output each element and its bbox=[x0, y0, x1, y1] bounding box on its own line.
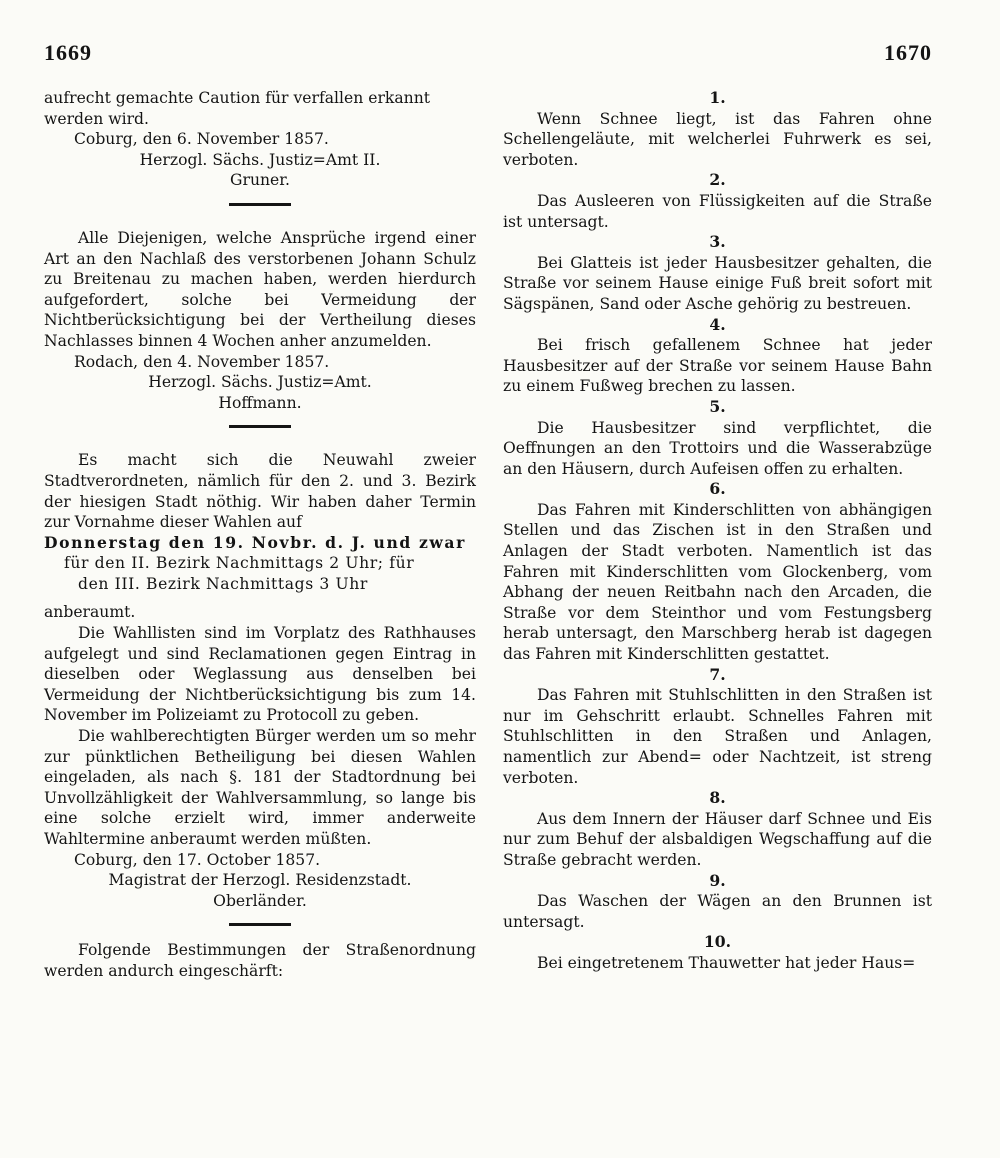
rule-text: Bei frisch gefallenem Schnee hat jeder Hausbesitzer auf der Straße vor seinem Hause Bahn zu einem Fußweg brechen zu lassen. bbox=[503, 336, 932, 396]
rule-number: 1. bbox=[709, 88, 726, 107]
left-column bbox=[44, 88, 476, 982]
section-divider bbox=[229, 425, 291, 428]
rule-number: 6. bbox=[709, 479, 726, 499]
rule-text: Bei eingetretenem Thauwetter hat jeder Haus= bbox=[537, 953, 916, 972]
rule-text: Das Fahren mit Stuhlschlitten in den Straßen ist nur im Gehschritt erlaubt. Schnelles Fahren mit Stuhlschlitten in den Straßen und Anlagen, namentlich zur Abend= oder Nachtzeit, ist streng verboten. bbox=[503, 686, 932, 787]
rule-text: Bei Glatteis ist jeder Hausbesitzer gehalten, die Straße vor seinem Hause einige Fuß breit sofort mit Sägspänen, Sand oder Asche gehörig zu bestreuen. bbox=[503, 253, 932, 313]
rule-number: 10. bbox=[703, 932, 732, 952]
page-number-right: 1670 bbox=[884, 40, 932, 65]
notice2-office: Herzogl. Sächs. Justiz=Amt. bbox=[148, 373, 372, 392]
rule-text: Aus dem Innern der Häuser darf Schnee und Eis nur zum Behuf der alsbaldigen Wegschaffung auf die Straße gebracht werden. bbox=[503, 809, 932, 869]
rule-text: Das Fahren mit Kinderschlitten von abhängigen Stellen und das Zischen ist in den Straßen und Anlagen der Stadt verboten. Namentlich ist das Fahren mit Kinderschlitten vom Glockenberg, vom Abhang der neuen Reitbahn nach den Arcaden, die Straße vor dem Steinthor und vom Festungsberg herab untersagt, den Marschberg herab ist dagegen das Fahren mit Kinderschlitten gestattet. bbox=[503, 500, 932, 664]
rule-number: 7. bbox=[709, 664, 726, 684]
notice2-text: Alle Diejenigen, welche Ansprüche irgend einer Art an den Nachlaß des verstorbenen Johann Schulz zu Breitenau zu machen haben, werden hierdurch aufgefordert, solche bei Vermeidung der Nichtberücksichtigung bei der Vertheilung dieses Nachlasses binnen 4 Wochen anher anzumelden. bbox=[44, 228, 476, 350]
notice3-intro: Es macht sich die Neuwahl zweier Stadtverordneten, nämlich für den 2. und 3. Bezirk der hiesigen Stadt nöthig. Wir haben daher Termin zur Vornahme dieser Wahlen auf bbox=[44, 451, 476, 532]
section-divider bbox=[229, 203, 291, 206]
rule-text: Das Ausleeren von Flüssigkeiten auf die Straße ist untersagt. bbox=[503, 191, 932, 231]
rule-number: 4. bbox=[709, 314, 726, 334]
rule-text: Die Hausbesitzer sind verpflichtet, die Oeffnungen an den Trottoirs und die Wasserabzüge an den Häusern, durch Aufeisen offen zu erhalten. bbox=[503, 418, 932, 478]
notice1-text: aufrecht gemachte Caution für verfallen erkannt werden wird. bbox=[44, 89, 430, 128]
notice2-date: Rodach, den 4. November 1857. bbox=[74, 352, 330, 371]
notice1-office: Herzogl. Sächs. Justiz=Amt II. bbox=[139, 150, 381, 169]
right-column bbox=[503, 88, 932, 974]
notice1-date: Coburg, den 6. November 1857. bbox=[74, 130, 329, 149]
notice1-signer: Gruner. bbox=[230, 171, 290, 190]
notice3-anberaumt: anberaumt. bbox=[44, 603, 136, 622]
page-number-left: 1669 bbox=[44, 40, 92, 65]
notice3-signer: Oberländer. bbox=[213, 891, 307, 910]
rule-number: 2. bbox=[709, 170, 726, 190]
rule-number: 5. bbox=[709, 396, 726, 416]
notice3-office: Magistrat der Herzogl. Residenzstadt. bbox=[108, 871, 412, 890]
rule-number: 9. bbox=[709, 870, 726, 890]
notice3-schedule-line1: Donnerstag den 19. Novbr. d. J. und zwar bbox=[44, 532, 466, 552]
rule-text: Das Waschen der Wägen an den Brunnen ist untersagt. bbox=[503, 892, 932, 931]
section-divider bbox=[229, 923, 291, 926]
notice3-paragraph2: Die wahlberechtigten Bürger werden um so mehr zur pünktlichen Betheiligung bei diesen Wahlen eingeladen, als nach §. 181 der Stadtordnung bei Unvollzähligkeit der Wahlversammlung, so lange bis eine solche erzielt wird, immer anderweite Wahltermine anberaumt werden müßten. bbox=[44, 727, 476, 848]
rule-number: 8. bbox=[709, 788, 726, 808]
notice3-date: Coburg, den 17. October 1857. bbox=[74, 850, 321, 869]
notice3-schedule-line2: für den II. Bezirk Nachmittags 2 Uhr; für bbox=[64, 554, 415, 573]
rule-number: 3. bbox=[709, 232, 726, 252]
rule-text: Wenn Schnee liegt, ist das Fahren ohne Schellengeläute, mit welcherlei Fuhrwerk es sei, verboten. bbox=[503, 109, 932, 169]
notice2-signer: Hoffmann. bbox=[218, 393, 302, 412]
notice4-intro: Folgende Bestimmungen der Straßenordnung werden andurch eingeschärft: bbox=[44, 941, 476, 980]
notice3-paragraph1: Die Wahllisten sind im Vorplatz des Rathhauses aufgelegt und sind Reclamationen gegen Eintrag in dieselben oder Weglassung aus denselben bei Vermeidung der Nichtberücksichtigung bis zum 14. November im Polizeiamt zu Protocoll zu geben. bbox=[44, 624, 476, 725]
notice3-schedule-line3: den III. Bezirk Nachmittags 3 Uhr bbox=[78, 574, 368, 593]
